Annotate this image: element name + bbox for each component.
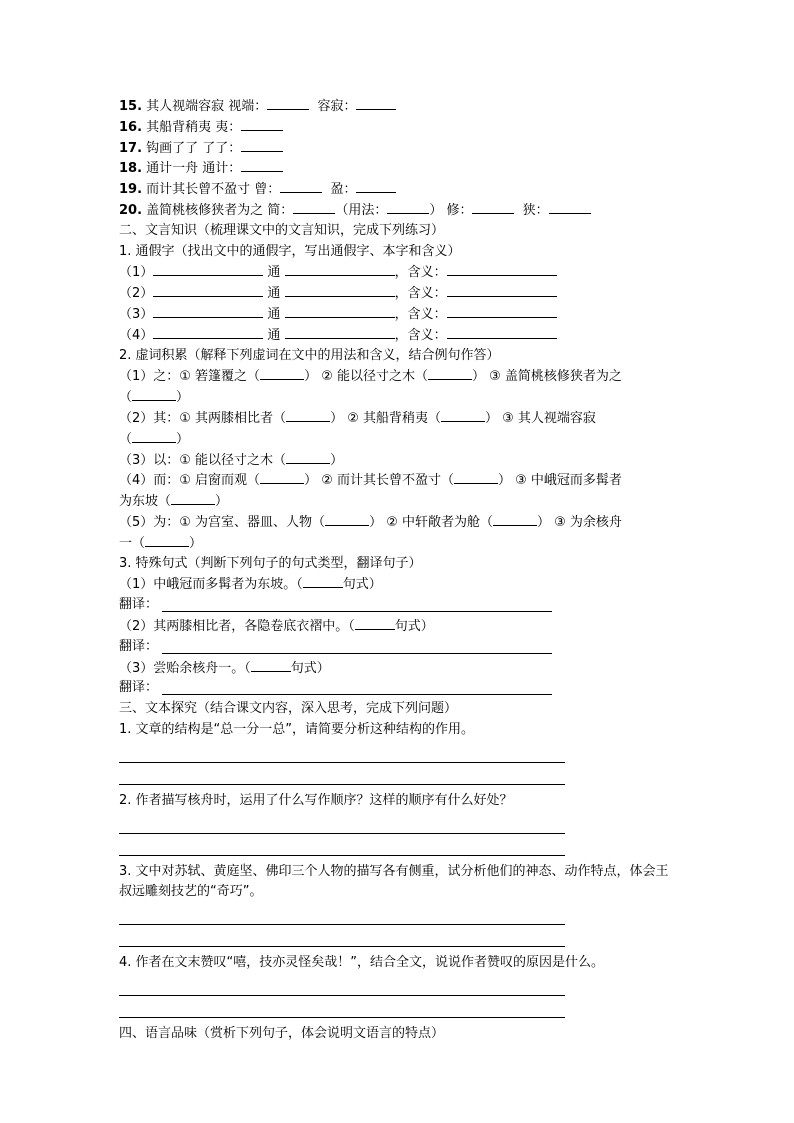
xuci-item-qi — [119, 408, 679, 429]
xuci-text: 为东坡（ — [119, 494, 172, 510]
xuci-text: （ — [119, 390, 133, 406]
translation-label: 翻译： — [119, 597, 159, 613]
xuci-text: ） ② 其船背稍夷（ — [330, 410, 441, 426]
xuci-text: ） — [215, 494, 229, 510]
meaning-label: ，含义： — [394, 286, 447, 302]
answer-blank[interactable] — [472, 200, 514, 214]
answer-line[interactable] — [119, 996, 565, 1018]
answer-blank[interactable] — [303, 574, 343, 588]
xuci-text: ） ③ 其人视端容寂 — [484, 410, 596, 426]
answer-blank[interactable] — [325, 512, 369, 526]
translation-row — [119, 637, 679, 658]
tong-label: 通 — [267, 265, 281, 281]
tongjia-row — [119, 283, 679, 304]
question-4: 4. 作者在文末赞叹“嘻，技亦灵怪矣哉！”，结合全文，说说作者赞叹的原因是什么。 — [119, 955, 605, 971]
xuci-text: 一（ — [119, 535, 146, 551]
xuci-text: ） ③ 为余核舟 — [536, 514, 622, 530]
answer-blank[interactable] — [171, 491, 215, 505]
answer-blank[interactable] — [267, 96, 309, 110]
answer-blank[interactable] — [493, 512, 537, 526]
section-title-2: 二、文言知识（梳理课文中的文言知识，完成下列练习） — [119, 222, 445, 238]
vocab-item-18 — [119, 158, 679, 179]
translation-blank[interactable] — [162, 598, 552, 612]
sentence-text: 句式） — [290, 660, 330, 676]
meaning-label: ，含义： — [394, 265, 447, 281]
item-number: 18. — [119, 161, 143, 177]
translation-blank[interactable] — [162, 681, 552, 695]
item-number: 20. — [119, 202, 143, 218]
xuci-text: ） — [176, 390, 190, 406]
xuci-item-er — [119, 470, 679, 491]
item-text: 钩画了了 了了： — [146, 140, 242, 156]
translation-row — [119, 595, 679, 616]
answer-blank[interactable] — [153, 262, 263, 276]
tongjia-row — [119, 304, 679, 325]
xuci-text: ） — [189, 535, 203, 551]
tong-label: 通 — [267, 327, 281, 343]
answer-blank[interactable] — [285, 325, 395, 339]
answer-blank[interactable] — [241, 138, 283, 152]
item-number: 15. — [119, 99, 143, 114]
answer-blank[interactable] — [153, 304, 263, 318]
answer-blank[interactable] — [454, 470, 498, 484]
answer-line[interactable] — [119, 812, 565, 834]
xuci-text: （2）其：① 其两膝相比者（ — [119, 410, 287, 426]
vocab-item-15 — [119, 96, 679, 117]
meaning-label: ，含义： — [394, 306, 447, 322]
xuci-item-yi — [119, 450, 679, 471]
item-text: 其人视端容寂 视端： — [146, 99, 268, 114]
answer-line[interactable] — [119, 903, 565, 925]
answer-blank[interactable] — [241, 117, 283, 131]
xuci-text: ） ② 而计其长曾不盈寸（ — [304, 473, 454, 489]
vocab-item-16 — [119, 117, 679, 138]
question-3: 3. 文中对苏轼、黄庭坚、佛印三个人物的描写各有侧重，试分析他们的神态、动作特点，体会王叔远雕刻技艺的“奇巧”。 — [119, 863, 669, 900]
answer-blank[interactable] — [549, 200, 591, 214]
question-xuci: 2. 虚词积累（解释下列虚词在文中的用法和含义，结合例句作答） — [119, 347, 500, 363]
vocab-item-20 — [119, 200, 679, 221]
xuci-text: ） ③ 盖简桃核修狭者为之 — [471, 369, 622, 385]
xuci-item-zhi-cont — [119, 387, 679, 408]
answer-blank[interactable] — [441, 408, 485, 422]
answer-line[interactable] — [119, 925, 565, 947]
answer-blank[interactable] — [285, 304, 395, 318]
answer-blank[interactable] — [387, 200, 429, 214]
item-text: 其船背稍夷 夷： — [146, 119, 242, 135]
answer-line[interactable] — [119, 763, 565, 785]
meaning-label: ，含义： — [394, 327, 447, 343]
item-text: 盖简桃核修狭者为之 简： — [146, 202, 294, 218]
answer-blank[interactable] — [260, 366, 304, 380]
section-title-4: 四、语言品味（赏析下列句子，体会说明文语言的特点） — [119, 1025, 445, 1041]
xuci-item-qi-cont — [119, 429, 679, 450]
item-text: 狭： — [522, 202, 549, 218]
worksheet — [119, 96, 679, 1045]
answer-blank[interactable] — [447, 304, 557, 318]
row-label: （3） — [119, 306, 154, 322]
sentence-text: （1）中峨冠而多髯者为东坡。（ — [119, 577, 303, 593]
answer-line[interactable] — [119, 834, 565, 856]
answer-line[interactable] — [119, 974, 565, 996]
row-label: （1） — [119, 265, 154, 281]
answer-blank[interactable] — [447, 325, 557, 339]
tong-label: 通 — [267, 306, 281, 322]
answer-blank[interactable] — [285, 283, 395, 297]
answer-blank[interactable] — [355, 616, 395, 630]
answer-blank[interactable] — [293, 200, 335, 214]
answer-blank[interactable] — [285, 262, 395, 276]
sentence-text: （2）其两膝相比者，各隐卷底衣褶中。（ — [119, 618, 355, 634]
translation-label: 翻译： — [119, 680, 159, 696]
xuci-item-wei — [119, 512, 679, 533]
tong-label: 通 — [267, 286, 281, 302]
answer-blank[interactable] — [132, 387, 176, 401]
xuci-text: （1）之：① 箬篷覆之（ — [119, 369, 261, 385]
xuci-text: （ — [119, 431, 133, 447]
answer-blank[interactable] — [241, 158, 283, 172]
translation-label: 翻译： — [119, 638, 159, 654]
xuci-text: ） — [330, 452, 344, 468]
translation-blank[interactable] — [162, 640, 552, 654]
row-label: （2） — [119, 286, 154, 302]
answer-blank[interactable] — [153, 283, 263, 297]
xuci-text: （4）而：① 启窗而观（ — [119, 473, 261, 489]
answer-blank[interactable] — [356, 179, 396, 193]
item-text: 通计一舟 通计： — [146, 161, 242, 177]
vocab-item-17 — [119, 138, 679, 159]
tongjia-row — [119, 325, 679, 346]
xuci-item-zhi — [119, 366, 679, 387]
question-juzi: 3. 特殊句式（判断下列句子的句式类型，翻译句子） — [119, 555, 422, 571]
answer-blank[interactable] — [145, 533, 189, 547]
answer-blank[interactable] — [447, 283, 557, 297]
question-tongjia: 1. 通假字（找出文中的通假字，写出通假字、本字和含义） — [119, 243, 461, 259]
item-text: 盈： — [330, 182, 357, 198]
item-text: （用法： — [335, 202, 388, 218]
item-text: ） 修： — [429, 202, 473, 218]
sentence-text: 句式） — [394, 618, 434, 634]
row-label: （4） — [119, 327, 154, 343]
xuci-text: （5）为：① 为宫室、器皿、人物（ — [119, 514, 326, 530]
juzi-item — [119, 616, 679, 637]
answer-blank[interactable] — [251, 658, 291, 672]
question-2: 2. 作者描写核舟时，运用了什么写作顺序？这样的顺序有什么好处？ — [119, 792, 513, 808]
answer-blank[interactable] — [428, 366, 472, 380]
answer-blank[interactable] — [280, 179, 322, 193]
xuci-item-wei-cont — [119, 533, 679, 554]
sentence-text: 句式） — [342, 577, 382, 593]
vocab-item-19 — [119, 179, 679, 200]
section-title-3: 三、文本探究（结合课文内容，深入思考，完成下列问题） — [119, 701, 458, 717]
item-text: 而计其长曾不盈寸 曾： — [146, 182, 281, 198]
item-number: 17. — [119, 140, 143, 156]
answer-blank[interactable] — [153, 325, 263, 339]
question-1: 1. 文章的结构是“总一分一总”，请简要分析这种结构的作用。 — [119, 721, 475, 737]
xuci-text: ） — [176, 431, 190, 447]
answer-blank[interactable] — [447, 262, 557, 276]
answer-blank[interactable] — [286, 408, 330, 422]
answer-line[interactable] — [119, 741, 565, 763]
sentence-text: （3）尝贻余核舟一。（ — [119, 660, 251, 676]
answer-blank[interactable] — [132, 429, 176, 443]
answer-blank[interactable] — [260, 470, 304, 484]
xuci-text: （3）以：① 能以径寸之木（ — [119, 452, 287, 468]
item-number: 16. — [119, 119, 143, 135]
item-text: 容寂： — [317, 99, 357, 114]
juzi-item — [119, 658, 679, 679]
tongjia-row — [119, 262, 679, 283]
juzi-item — [119, 574, 679, 595]
item-number: 19. — [119, 182, 143, 198]
xuci-text: ） ② 能以径寸之木（ — [304, 369, 428, 385]
xuci-text: ） ② 中轩敞者为舱（ — [369, 514, 493, 530]
xuci-item-er-cont — [119, 491, 679, 512]
answer-blank[interactable] — [286, 450, 330, 464]
translation-row — [119, 678, 679, 699]
xuci-text: ） ③ 中峨冠而多髯者 — [497, 473, 622, 489]
answer-blank[interactable] — [356, 96, 396, 110]
